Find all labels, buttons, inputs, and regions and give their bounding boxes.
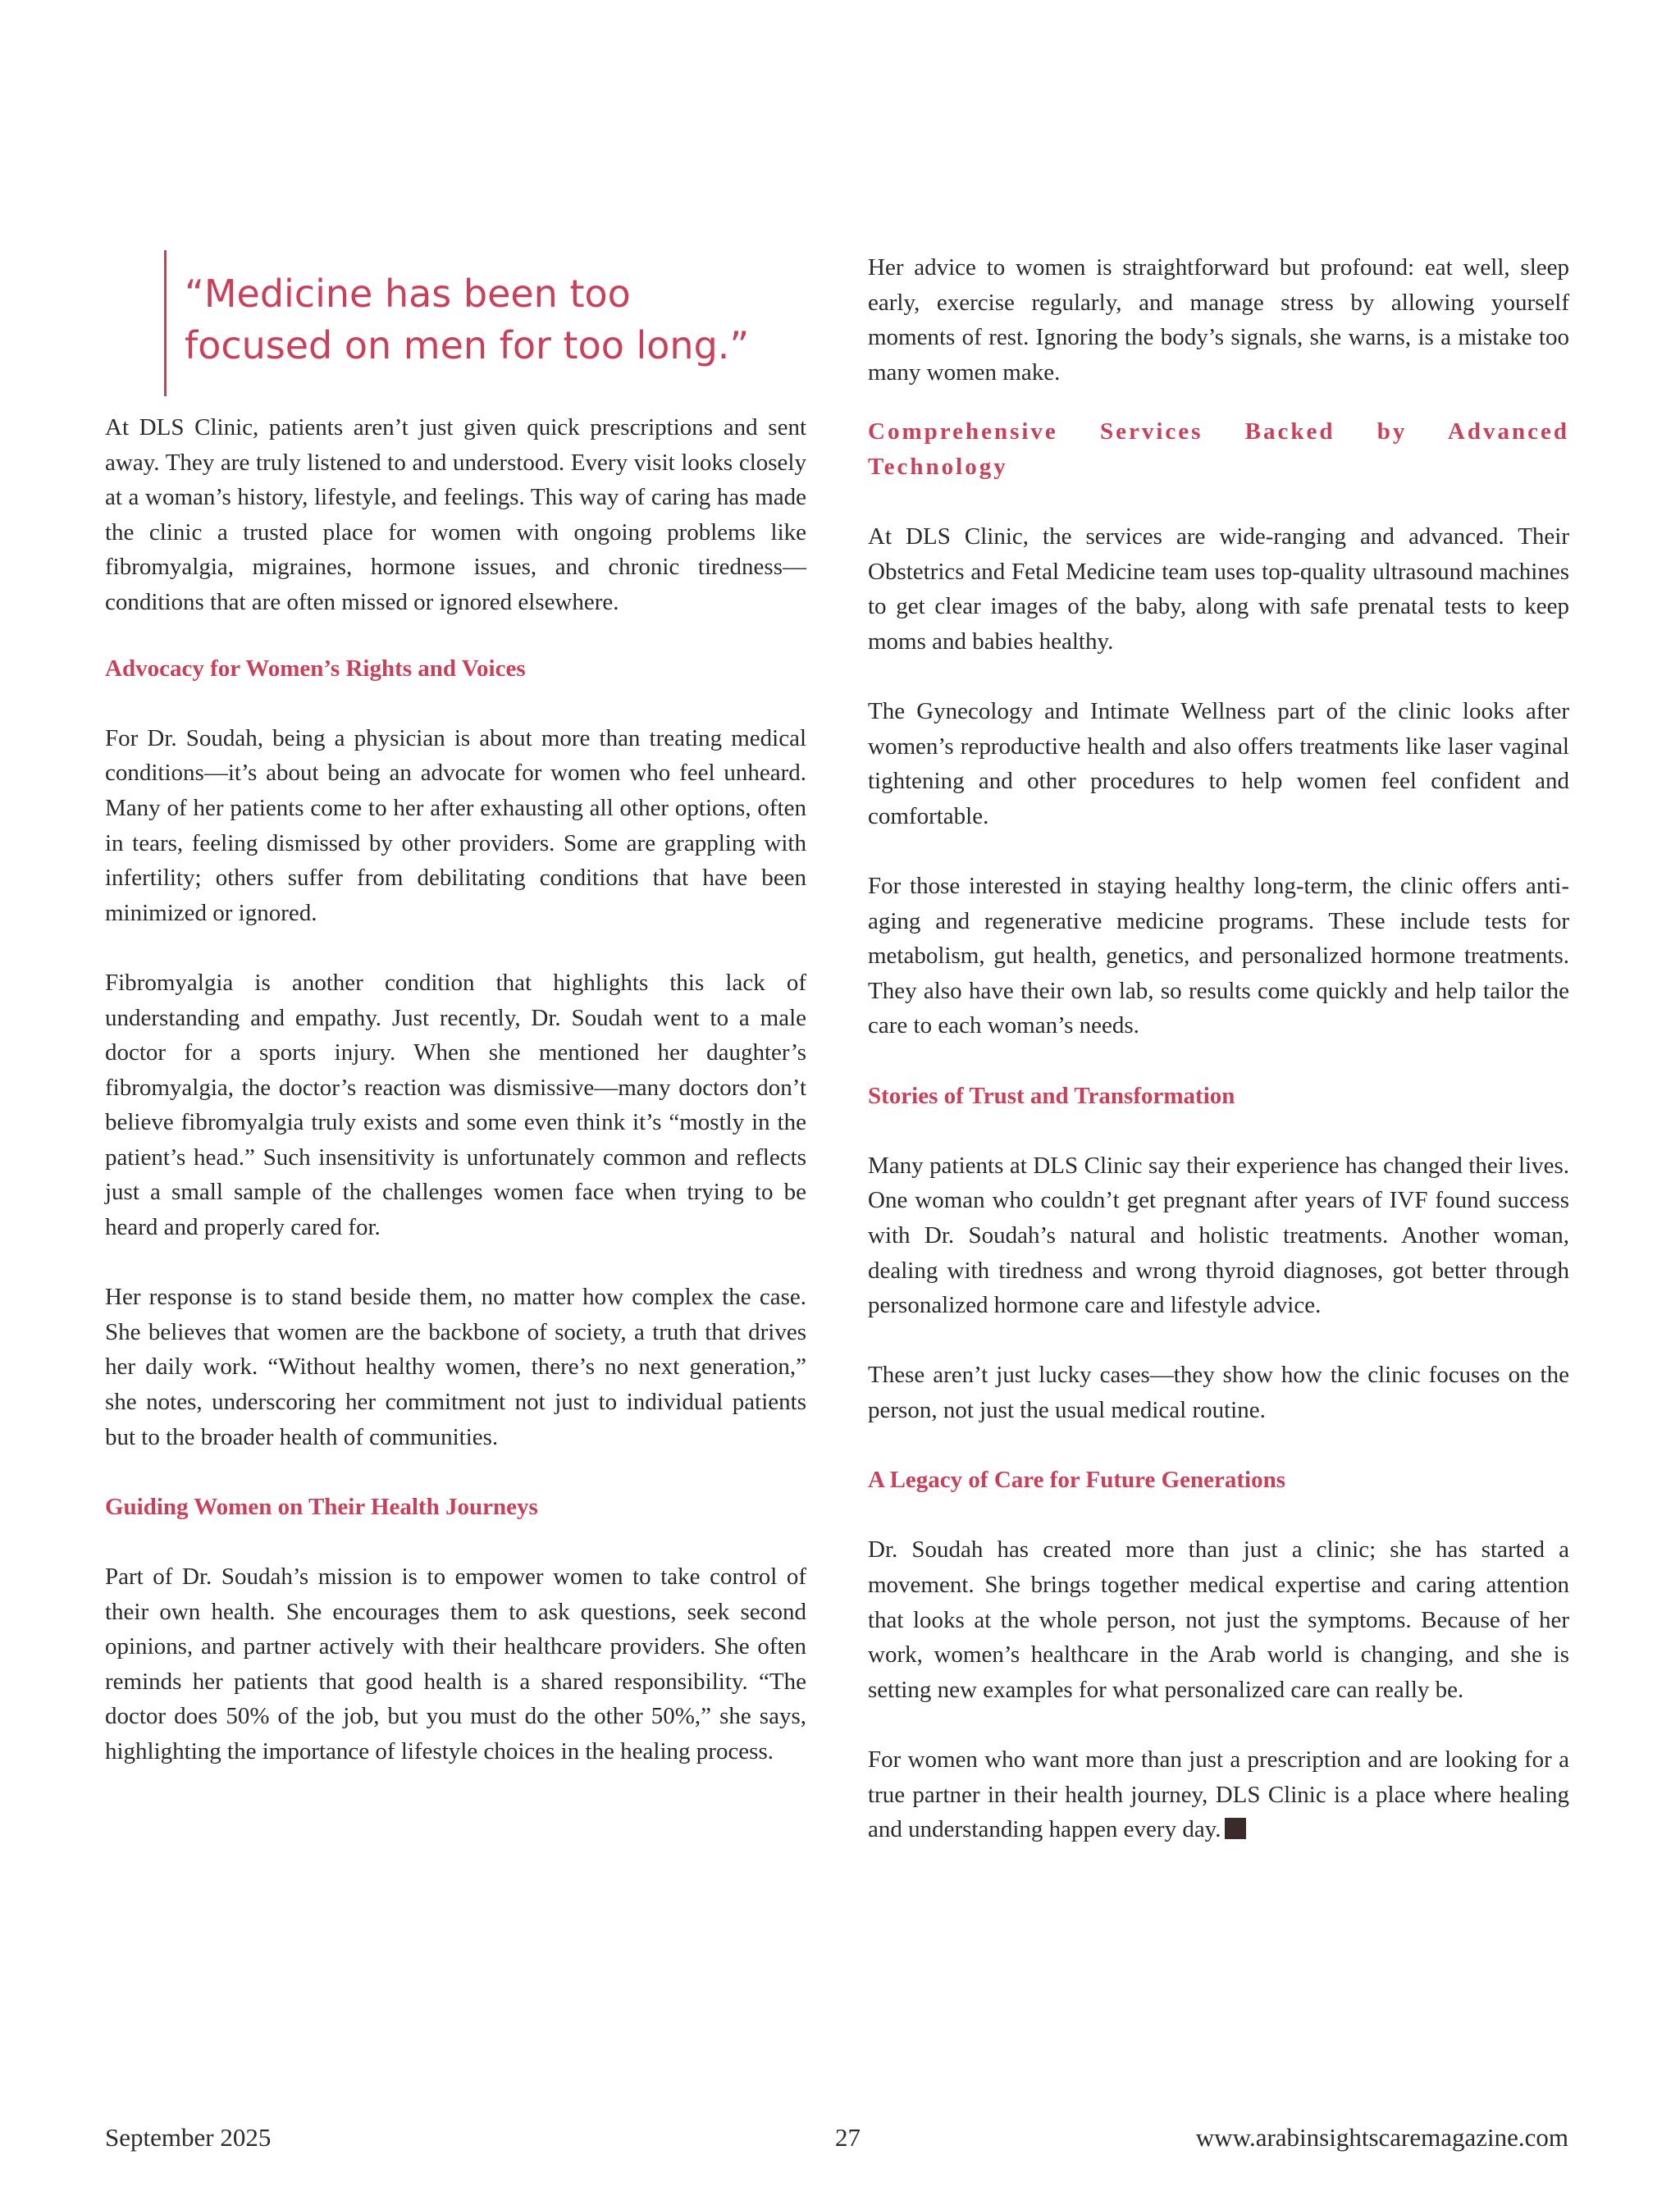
paragraph: Many patients at DLS Clinic say their experience has changed their lives. One woman who couldn’t get pregnant after years of IVF found success with Dr. Soudah’s natural and holistic treatments. Another woman, dealing with tiredness and wrong thyroid diagnoses, got better through personalized hormone care and lifestyle advice.: [868, 1152, 1569, 1319]
section-heading: Guiding Women on Their Health Journeys: [105, 1493, 538, 1520]
paragraph: At DLS Clinic, the services are wide-ranging and advanced. Their Obstetrics and Fetal Medicine team uses top-quality ultrasound machines to get clear images of the baby, along with safe prenatal tests to keep moms and babies healthy.: [868, 523, 1569, 655]
left-column: [105, 410, 806, 1804]
paragraph: Fibromyalgia is another condition that highlights this lack of understanding and empathy. Just recently, Dr. Soudah went to a male doctor for a sports injury. When she mentioned her daughter’s fibromyalgia, the doctor’s reaction was dismissive—many doctors don’t believe fibromyalgia truly exists and some even think it’s “mostly in the patient’s head.” Such insensitivity is unfortunately common and reflects just a small sample of the challenges women face when trying to be heard and properly cared for.: [105, 969, 806, 1241]
paragraph: For Dr. Soudah, being a physician is about more than treating medical conditions—it’s about being an advocate for women who feel unheard. Many of her patients come to her after exhausting all other options, often in tears, feeling dismissed by other providers. Some are grappling with infertility; others suffer from debilitating conditions that have been minimized or ignored.: [105, 724, 806, 926]
paragraph: At DLS Clinic, patients aren’t just given quick prescriptions and sent away. They are truly listened to and understood. Every visit looks closely at a woman’s history, lifestyle, and feelings. This way of caring has made the clinic a trusted place for women with ongoing problems like fibromyalgia, migraines, hormone issues, and chronic tiredness—conditions that are often missed or ignored elsewhere.: [105, 414, 806, 615]
section-heading: Stories of Trust and Transformation: [868, 1082, 1235, 1109]
section-heading: Comprehensive Services Backed by Advanced Technology: [868, 418, 1569, 480]
pull-quote-text: “Medicine has been too focused on men for too long.”: [185, 272, 750, 368]
paragraph: These aren’t just lucky cases—they show how the clinic focuses on the person, not just the usual medical routine.: [868, 1362, 1569, 1423]
paragraph: Her response is to stand beside them, no matter how complex the case. She believes that women are the backbone of society, a truth that drives her daily work. “Without healthy women, there’s no next generation,” she notes, underscoring her commitment not just to individual patients but to the broader health of communities.: [105, 1284, 806, 1450]
paragraph: For women who want more than just a prescription and are looking for a true partner in their health journey, DLS Clinic is a place where healing and understanding happen every day.: [868, 1746, 1569, 1843]
pull-quote: [164, 250, 749, 396]
end-mark-icon: [1225, 1818, 1246, 1839]
section-heading: Advocacy for Women’s Rights and Voices: [105, 655, 526, 682]
footer-date: September 2025: [105, 2123, 272, 2152]
paragraph: For those interested in staying healthy long-term, the clinic offers anti-aging and regenerative medicine programs. These include tests for metabolism, gut health, genetics, and personalized hormone treatments. They also have their own lab, so results come quickly and help tailor the care to each woman’s needs.: [868, 873, 1569, 1039]
page-number: 27: [835, 2123, 861, 2152]
paragraph: Part of Dr. Soudah’s mission is to empower women to take control of their own health. She encourages them to ask questions, seek second opinions, and partner actively with their healthcare providers. She often reminds her patients that good health is a shared responsibility. “The doctor does 50% of the job, but you must do the other 50%,” she says, highlighting the importance of lifestyle choices in the healing process.: [105, 1564, 806, 1764]
right-column: [868, 250, 1569, 1882]
footer-url[interactable]: www.arabinsightscaremagazine.com: [1195, 2123, 1568, 2152]
section-heading: A Legacy of Care for Future Generations: [868, 1467, 1286, 1494]
paragraph: The Gynecology and Intimate Wellness part of the clinic looks after women’s reproductive health and also offers treatments like laser vaginal tightening and other procedures to help women feel confident and comfortable.: [868, 698, 1569, 829]
paragraph: Her advice to women is straightforward but profound: eat well, sleep early, exercise regularly, and manage stress by allowing yourself moments of rest. Ignoring the body’s signals, she warns, is a mistake too many women make.: [868, 254, 1569, 386]
paragraph: Dr. Soudah has created more than just a clinic; she has started a movement. She brings together medical expertise and caring attention that looks at the whole person, not just the symptoms. Because of her work, women’s healthcare in the Arab world is changing, and she is setting new examples for what personalized care can really be.: [868, 1536, 1569, 1703]
